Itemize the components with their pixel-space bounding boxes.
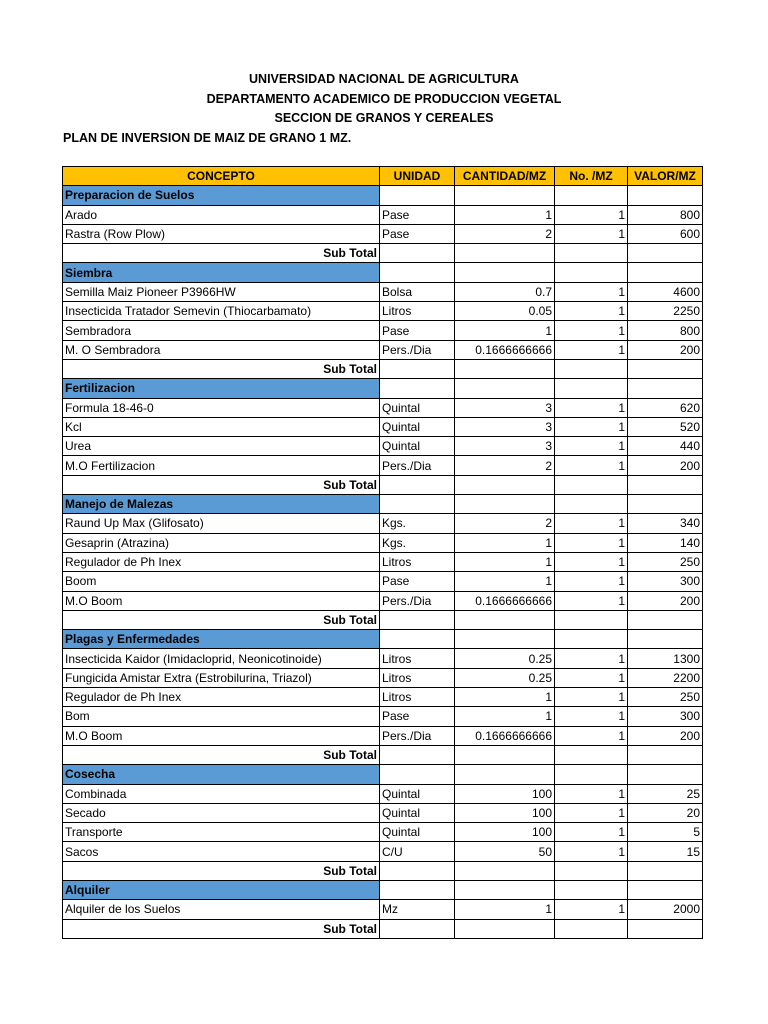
cell-unidad: Pase	[380, 572, 455, 591]
section-title: Alquiler	[63, 880, 380, 899]
cell-unidad: Litros	[380, 688, 455, 707]
cell-cantidad: 1	[455, 688, 555, 707]
cell-concepto: Bom	[63, 707, 380, 726]
cell-valor: 2250	[628, 302, 703, 321]
cell-concepto: Arado	[63, 205, 380, 224]
cell-unidad: Pase	[380, 707, 455, 726]
empty-cell	[628, 263, 703, 282]
cell-unidad: Litros	[380, 552, 455, 571]
empty-cell	[628, 495, 703, 514]
column-header-unidad: UNIDAD	[380, 167, 455, 186]
cell-concepto: Semilla Maiz Pioneer P3966HW	[63, 282, 380, 301]
cell-cantidad: 0.7	[455, 282, 555, 301]
cell-numero: 1	[555, 302, 628, 321]
cell-numero: 1	[555, 533, 628, 552]
cell-concepto: Rastra (Row Plow)	[63, 224, 380, 243]
cell-cantidad: 2	[455, 514, 555, 533]
cell-unidad: Kgs.	[380, 514, 455, 533]
table-row	[63, 572, 703, 591]
cell-unidad: Pase	[380, 205, 455, 224]
cell-valor: 140	[628, 533, 703, 552]
cell-concepto: Insecticida Tratador Semevin (Thiocarbamato)	[63, 302, 380, 321]
investment-table	[62, 166, 703, 939]
column-header-concepto: CONCEPTO	[63, 167, 380, 186]
empty-cell	[555, 880, 628, 899]
empty-cell	[455, 379, 555, 398]
empty-cell	[380, 475, 455, 494]
subtotal-row	[63, 475, 703, 494]
subtotal-label: Sub Total	[63, 861, 380, 880]
empty-cell	[455, 610, 555, 629]
table-row	[63, 456, 703, 475]
cell-valor: 200	[628, 591, 703, 610]
empty-cell	[628, 861, 703, 880]
cell-numero: 1	[555, 649, 628, 668]
empty-cell	[555, 745, 628, 764]
cell-unidad: Litros	[380, 649, 455, 668]
empty-cell	[380, 263, 455, 282]
cell-numero: 1	[555, 707, 628, 726]
empty-cell	[380, 495, 455, 514]
empty-cell	[628, 359, 703, 378]
cell-numero: 1	[555, 437, 628, 456]
cell-numero: 1	[555, 552, 628, 571]
empty-cell	[555, 861, 628, 880]
column-header-cantidad: CANTIDAD/MZ	[455, 167, 555, 186]
table-row	[63, 668, 703, 687]
table-row	[63, 282, 703, 301]
empty-cell	[628, 630, 703, 649]
cell-valor: 300	[628, 707, 703, 726]
table-row	[63, 302, 703, 321]
cell-cantidad: 0.25	[455, 668, 555, 687]
cell-unidad: Kgs.	[380, 533, 455, 552]
cell-unidad: Mz	[380, 900, 455, 919]
empty-cell	[555, 263, 628, 282]
section-title: Siembra	[63, 263, 380, 282]
section-row	[63, 186, 703, 205]
subtotal-label: Sub Total	[63, 244, 380, 263]
table-header-row	[63, 167, 703, 186]
subtotal-label: Sub Total	[63, 610, 380, 629]
section-row	[63, 495, 703, 514]
empty-cell	[380, 359, 455, 378]
cell-numero: 1	[555, 321, 628, 340]
empty-cell	[380, 610, 455, 629]
subtotal-label: Sub Total	[63, 745, 380, 764]
table-row	[63, 823, 703, 842]
cell-cantidad: 50	[455, 842, 555, 861]
empty-cell	[455, 475, 555, 494]
cell-valor: 2200	[628, 668, 703, 687]
cell-concepto: Kcl	[63, 417, 380, 436]
cell-cantidad: 1	[455, 321, 555, 340]
table-row	[63, 437, 703, 456]
cell-cantidad: 3	[455, 417, 555, 436]
cell-cantidad: 100	[455, 784, 555, 803]
table-row	[63, 533, 703, 552]
cell-valor: 15	[628, 842, 703, 861]
cell-numero: 1	[555, 417, 628, 436]
cell-cantidad: 1	[455, 552, 555, 571]
department-name: DEPARTAMENTO ACADEMICO DE PRODUCCION VEGETAL	[206, 92, 562, 106]
table-row	[63, 591, 703, 610]
cell-valor: 250	[628, 552, 703, 571]
table-body	[63, 186, 703, 939]
cell-unidad: Pers./Dia	[380, 726, 455, 745]
cell-valor: 620	[628, 398, 703, 417]
empty-cell	[380, 919, 455, 938]
cell-unidad: Pers./Dia	[380, 340, 455, 359]
empty-cell	[380, 186, 455, 205]
cell-valor: 5	[628, 823, 703, 842]
cell-valor: 200	[628, 340, 703, 359]
table-row	[63, 726, 703, 745]
empty-cell	[380, 880, 455, 899]
cell-valor: 1300	[628, 649, 703, 668]
cell-valor: 800	[628, 321, 703, 340]
cell-numero: 1	[555, 688, 628, 707]
empty-cell	[455, 745, 555, 764]
cell-unidad: Quintal	[380, 398, 455, 417]
empty-cell	[455, 359, 555, 378]
empty-cell	[555, 495, 628, 514]
cell-unidad: Bolsa	[380, 282, 455, 301]
subtotal-row	[63, 745, 703, 764]
empty-cell	[455, 765, 555, 784]
cell-concepto: Gesaprin (Atrazina)	[63, 533, 380, 552]
empty-cell	[380, 745, 455, 764]
cell-cantidad: 2	[455, 224, 555, 243]
table-row	[63, 649, 703, 668]
table-row	[63, 552, 703, 571]
cell-concepto: Combinada	[63, 784, 380, 803]
column-header-numero: No. /MZ	[555, 167, 628, 186]
cell-numero: 1	[555, 572, 628, 591]
empty-cell	[555, 630, 628, 649]
cell-valor: 600	[628, 224, 703, 243]
cell-concepto: Raund Up Max (Glifosato)	[63, 514, 380, 533]
cell-cantidad: 100	[455, 823, 555, 842]
empty-cell	[628, 244, 703, 263]
subtotal-row	[63, 861, 703, 880]
cell-unidad: Quintal	[380, 437, 455, 456]
cell-numero: 1	[555, 282, 628, 301]
cell-valor: 20	[628, 803, 703, 822]
cell-unidad: Quintal	[380, 823, 455, 842]
empty-cell	[455, 263, 555, 282]
empty-cell	[555, 379, 628, 398]
cell-concepto: Sembradora	[63, 321, 380, 340]
cell-concepto: Sacos	[63, 842, 380, 861]
table-row	[63, 900, 703, 919]
empty-cell	[555, 610, 628, 629]
cell-concepto: Regulador de Ph Inex	[63, 688, 380, 707]
cell-cantidad: 3	[455, 437, 555, 456]
cell-numero: 1	[555, 900, 628, 919]
cell-unidad: Quintal	[380, 784, 455, 803]
cell-concepto: Transporte	[63, 823, 380, 842]
table-row	[63, 340, 703, 359]
cell-unidad: C/U	[380, 842, 455, 861]
table-row	[63, 398, 703, 417]
section-title: Cosecha	[63, 765, 380, 784]
cell-numero: 1	[555, 205, 628, 224]
table-row	[63, 707, 703, 726]
section-row	[63, 379, 703, 398]
cell-numero: 1	[555, 456, 628, 475]
cell-valor: 200	[628, 456, 703, 475]
cell-numero: 1	[555, 398, 628, 417]
empty-cell	[455, 630, 555, 649]
cell-valor: 520	[628, 417, 703, 436]
table-row	[63, 514, 703, 533]
cell-cantidad: 2	[455, 456, 555, 475]
cell-cantidad: 1	[455, 707, 555, 726]
subtotal-label: Sub Total	[63, 359, 380, 378]
cell-concepto: M. O Sembradora	[63, 340, 380, 359]
section-name: SECCION DE GRANOS Y CEREALES	[274, 111, 494, 125]
cell-unidad: Quintal	[380, 803, 455, 822]
cell-unidad: Litros	[380, 668, 455, 687]
empty-cell	[628, 379, 703, 398]
section-title: Fertilizacion	[63, 379, 380, 398]
section-row	[63, 765, 703, 784]
empty-cell	[455, 861, 555, 880]
cell-concepto: Fungicida Amistar Extra (Estrobilurina, Triazol)	[63, 668, 380, 687]
cell-concepto: Urea	[63, 437, 380, 456]
empty-cell	[555, 765, 628, 784]
cell-numero: 1	[555, 823, 628, 842]
cell-numero: 1	[555, 668, 628, 687]
column-header-valor: VALOR/MZ	[628, 167, 703, 186]
cell-numero: 1	[555, 784, 628, 803]
subtotal-label: Sub Total	[63, 919, 380, 938]
section-title: Preparacion de Suelos	[63, 186, 380, 205]
cell-numero: 1	[555, 803, 628, 822]
section-title: Plagas y Enfermedades	[63, 630, 380, 649]
cell-valor: 340	[628, 514, 703, 533]
cell-valor: 25	[628, 784, 703, 803]
cell-valor: 440	[628, 437, 703, 456]
cell-unidad: Litros	[380, 302, 455, 321]
cell-numero: 1	[555, 842, 628, 861]
cell-cantidad: 100	[455, 803, 555, 822]
empty-cell	[380, 244, 455, 263]
empty-cell	[628, 475, 703, 494]
empty-cell	[628, 919, 703, 938]
cell-cantidad: 1	[455, 572, 555, 591]
subtotal-row	[63, 244, 703, 263]
cell-concepto: Insecticida Kaidor (Imidacloprid, Neonicotinoide)	[63, 649, 380, 668]
empty-cell	[380, 379, 455, 398]
cell-concepto: Boom	[63, 572, 380, 591]
cell-concepto: M.O Fertilizacion	[63, 456, 380, 475]
cell-numero: 1	[555, 340, 628, 359]
section-row	[63, 630, 703, 649]
empty-cell	[628, 765, 703, 784]
cell-valor: 300	[628, 572, 703, 591]
cell-numero: 1	[555, 591, 628, 610]
subtotal-row	[63, 610, 703, 629]
cell-unidad: Pers./Dia	[380, 456, 455, 475]
cell-cantidad: 1	[455, 533, 555, 552]
cell-concepto: M.O Boom	[63, 591, 380, 610]
cell-concepto: Formula 18-46-0	[63, 398, 380, 417]
table-row	[63, 842, 703, 861]
empty-cell	[455, 244, 555, 263]
plan-title: PLAN DE INVERSION DE MAIZ DE GRANO 1 MZ.	[63, 131, 352, 145]
table-row	[63, 205, 703, 224]
subtotal-row	[63, 919, 703, 938]
empty-cell	[555, 244, 628, 263]
empty-cell	[455, 495, 555, 514]
subtotal-row	[63, 359, 703, 378]
empty-cell	[555, 359, 628, 378]
table-row	[63, 321, 703, 340]
cell-valor: 250	[628, 688, 703, 707]
table-row	[63, 417, 703, 436]
cell-unidad: Pers./Dia	[380, 591, 455, 610]
cell-valor: 2000	[628, 900, 703, 919]
cell-valor: 200	[628, 726, 703, 745]
cell-unidad: Pase	[380, 224, 455, 243]
cell-valor: 800	[628, 205, 703, 224]
table-row	[63, 784, 703, 803]
cell-cantidad: 0.1666666666	[455, 726, 555, 745]
cell-concepto: Regulador de Ph Inex	[63, 552, 380, 571]
section-title: Manejo de Malezas	[63, 495, 380, 514]
empty-cell	[380, 861, 455, 880]
cell-cantidad: 0.1666666666	[455, 340, 555, 359]
university-name: UNIVERSIDAD NACIONAL DE AGRICULTURA	[249, 72, 519, 86]
cell-cantidad: 0.1666666666	[455, 591, 555, 610]
cell-cantidad: 1	[455, 900, 555, 919]
empty-cell	[628, 745, 703, 764]
cell-numero: 1	[555, 514, 628, 533]
cell-cantidad: 0.25	[455, 649, 555, 668]
empty-cell	[455, 919, 555, 938]
empty-cell	[555, 186, 628, 205]
table-row	[63, 688, 703, 707]
cell-cantidad: 0.05	[455, 302, 555, 321]
empty-cell	[455, 186, 555, 205]
cell-cantidad: 1	[455, 205, 555, 224]
empty-cell	[628, 186, 703, 205]
empty-cell	[380, 630, 455, 649]
empty-cell	[380, 765, 455, 784]
cell-cantidad: 3	[455, 398, 555, 417]
cell-concepto: Alquiler de los Suelos	[63, 900, 380, 919]
empty-cell	[628, 880, 703, 899]
cell-numero: 1	[555, 224, 628, 243]
cell-concepto: Secado	[63, 803, 380, 822]
cell-numero: 1	[555, 726, 628, 745]
cell-concepto: M.O Boom	[63, 726, 380, 745]
empty-cell	[455, 880, 555, 899]
table-row	[63, 803, 703, 822]
empty-cell	[628, 610, 703, 629]
section-row	[63, 263, 703, 282]
cell-valor: 4600	[628, 282, 703, 301]
empty-cell	[555, 919, 628, 938]
subtotal-label: Sub Total	[63, 475, 380, 494]
cell-unidad: Pase	[380, 321, 455, 340]
table-row	[63, 224, 703, 243]
empty-cell	[555, 475, 628, 494]
cell-unidad: Quintal	[380, 417, 455, 436]
section-row	[63, 880, 703, 899]
